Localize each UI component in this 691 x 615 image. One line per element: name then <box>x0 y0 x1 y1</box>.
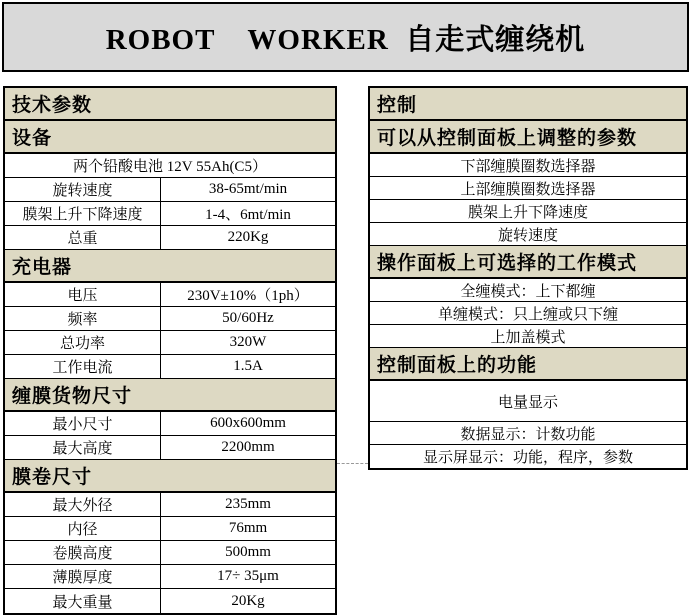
spec-label: 旋转速度 <box>5 178 161 201</box>
section-header-technical-params: 技术参数 <box>5 88 335 121</box>
spec-value: 1-4、6mt/min <box>205 207 291 223</box>
table-row <box>5 283 335 307</box>
page-title: ROBOT WORKER 自走式缠绕机 <box>105 23 586 56</box>
spec-value: 320W <box>229 334 267 350</box>
spec-label: 工作电流 <box>5 355 161 378</box>
list-item: 显示屏显示：功能，程序，参数 <box>422 450 633 466</box>
list-item: 上部缠膜圈数选择器 <box>370 177 686 200</box>
table-row <box>5 436 335 460</box>
spec-value: 230V±10%（1ph） <box>187 288 309 304</box>
spec-label: 内径 <box>5 517 161 540</box>
section-header-equipment: 设备 <box>5 121 335 154</box>
section-header-control: 控制 <box>370 88 686 121</box>
spec-value: 20Kg <box>231 592 265 609</box>
spec-label: 总功率 <box>5 331 161 354</box>
list-item: 下部缠膜圈数选择器 <box>370 154 686 177</box>
table-row <box>5 565 335 589</box>
table-row <box>5 541 335 565</box>
section-header-goods-size: 缠膜货物尺寸 <box>5 379 335 412</box>
spec-value: 76mm <box>228 520 268 536</box>
spec-value: 500mm <box>225 544 271 560</box>
page-break-line <box>337 463 368 464</box>
section-header-charger: 充电器 <box>5 250 335 283</box>
table-row <box>5 307 335 331</box>
list-item: 电量显示 <box>370 381 686 422</box>
list-item: 全缠模式：上下都缠 <box>370 279 686 302</box>
table-row <box>5 178 335 202</box>
list-item: 单缠模式：只上缠或只下缠 <box>370 302 686 325</box>
spec-label: 薄膜厚度 <box>5 565 161 588</box>
spec-label: 最小尺寸 <box>5 412 161 435</box>
battery-spec-row: 两个铅酸电池 12V 55Ah(C5） <box>5 154 335 178</box>
spec-value: 38-65mt/min <box>208 181 288 197</box>
table-row <box>5 517 335 541</box>
technical-parameters-panel <box>3 86 337 615</box>
spec-label: 最大重量 <box>5 589 161 613</box>
section-header-panel-functions: 控制面板上的功能 <box>370 348 686 381</box>
table-row <box>5 412 335 436</box>
table-row <box>5 355 335 379</box>
spec-value: 1.5A <box>233 358 263 374</box>
title-banner <box>2 2 689 72</box>
spec-value: 50/60Hz <box>222 310 274 326</box>
spec-label: 电压 <box>5 283 161 306</box>
list-item: 膜架上升下降速度 <box>370 200 686 223</box>
list-item: 数据显示：计数功能 <box>370 422 686 445</box>
spec-value: 220Kg <box>227 229 269 245</box>
spec-value: 235mm <box>225 496 271 512</box>
spec-value: 600x600mm <box>210 415 286 431</box>
spec-label: 膜架上升下降速度 <box>5 202 161 225</box>
table-row <box>5 493 335 517</box>
table-row <box>5 331 335 355</box>
spec-label: 最大高度 <box>5 436 161 459</box>
spec-value: 2200mm <box>221 439 275 455</box>
spec-label: 卷膜高度 <box>5 541 161 564</box>
table-row <box>5 589 335 613</box>
section-header-work-modes: 操作面板上可选择的工作模式 <box>370 246 686 279</box>
table-row <box>5 226 335 250</box>
spec-label: 频率 <box>5 307 161 330</box>
spec-value: 17÷ 35μm <box>217 568 279 584</box>
table-row <box>5 202 335 226</box>
spec-label: 最大外径 <box>5 493 161 516</box>
list-item: 上加盖模式 <box>370 325 686 348</box>
spec-label: 总重 <box>5 226 161 249</box>
control-panel <box>368 86 688 470</box>
list-item: 旋转速度 <box>370 223 686 246</box>
section-header-film-roll-size: 膜卷尺寸 <box>5 460 335 493</box>
section-header-adjustable-params: 可以从控制面板上调整的参数 <box>370 121 686 154</box>
